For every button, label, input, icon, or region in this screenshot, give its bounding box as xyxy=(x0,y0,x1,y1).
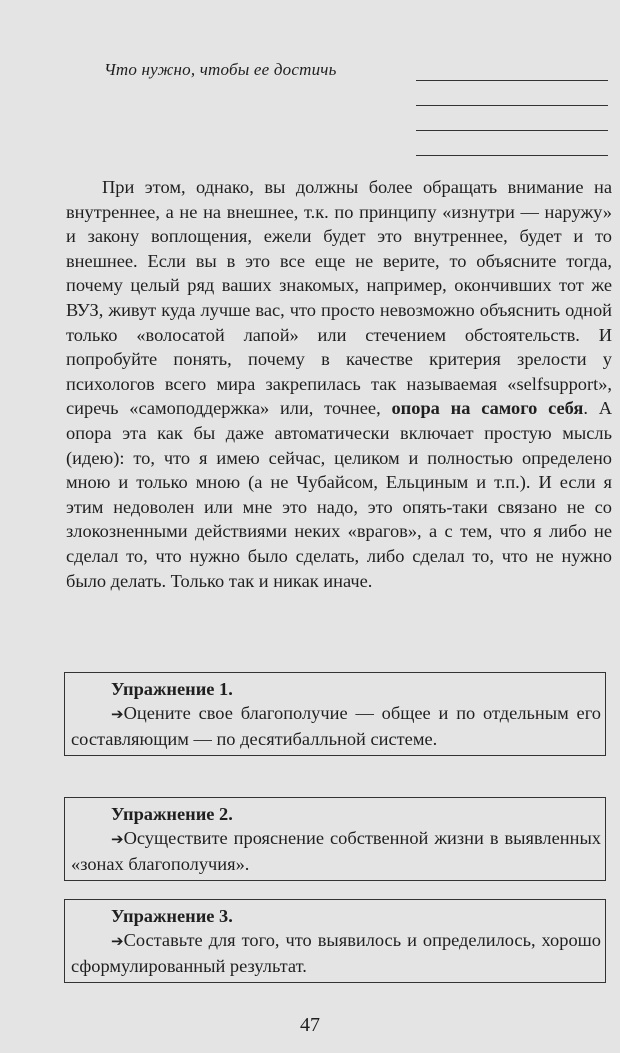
exercise-body: Составьте для того, что выявилось и определилось, хорошо сформулированный результат. xyxy=(71,930,601,976)
exercise-title: Упражнение 2. xyxy=(111,804,233,824)
body-text-part2: . А опора эта как бы даже автоматически включает простую мысль (идею): то, что я имею сейчас, целиком и полностью определено мною и только мною (а не Чубайсом, Ельциным и т.п.). И если я этим недоволен или мне это надо, это опять-таки связано не со злокозненными действиями неких «врагов», а с тем, что я либо не сделал то, что нужно было сделать, либо сделал то, что не нужно было делать. Только так и никак иначе. xyxy=(66,398,612,591)
fill-in-blank-lines xyxy=(416,56,608,156)
fill-in-prompt: Что нужно, чтобы ее достичь xyxy=(104,60,337,79)
body-paragraph xyxy=(66,175,612,593)
arrow-right-icon: ➔ xyxy=(111,932,124,951)
exercise-title: Упражнение 1. xyxy=(111,679,233,699)
arrow-right-icon: ➔ xyxy=(111,830,124,849)
exercise-box-3 xyxy=(64,899,606,983)
body-text-bold: опора на самого себя xyxy=(391,398,584,419)
exercise-box-1 xyxy=(64,672,606,756)
blank-line xyxy=(416,81,608,106)
body-text-part1: При этом, однако, вы должны более обращать внимание на внутреннее, а не на внешнее, т.к. по принципу «изнутри — наружу» и закону воплощения, ежели будет это внутреннее, будет и то внешнее. Если вы в это все еще не верите, то объясните тогда, почему целый ряд ваших знакомых, например, окончивших тот же ВУЗ, живут куда лучше вас, что просто невозможно объяснить одной только «волосатой лапой» или стечением обстоятельств. И попробуйте понять, почему в качестве критерия зрелости у психологов всего мира закрепилась так называемая «selfsupport», сиречь «самоподдержка» или, точнее, xyxy=(66,177,612,419)
exercise-text xyxy=(71,701,601,751)
exercise-body: Оцените свое благополучие — общее и по отдельным его составляющим — по десятибалльной системе. xyxy=(71,703,601,749)
exercise-body: Осуществите прояснение собственной жизни в выявленных «зонах благополучия». xyxy=(71,828,601,874)
exercise-title: Упражнение 3. xyxy=(111,906,233,926)
exercise-box-2 xyxy=(64,797,606,881)
exercise-text xyxy=(71,826,601,876)
blank-line xyxy=(416,131,608,156)
blank-line xyxy=(416,56,608,81)
blank-line xyxy=(416,106,608,131)
page-number: 47 xyxy=(300,1014,320,1036)
arrow-right-icon: ➔ xyxy=(111,705,124,724)
exercise-text xyxy=(71,928,601,978)
